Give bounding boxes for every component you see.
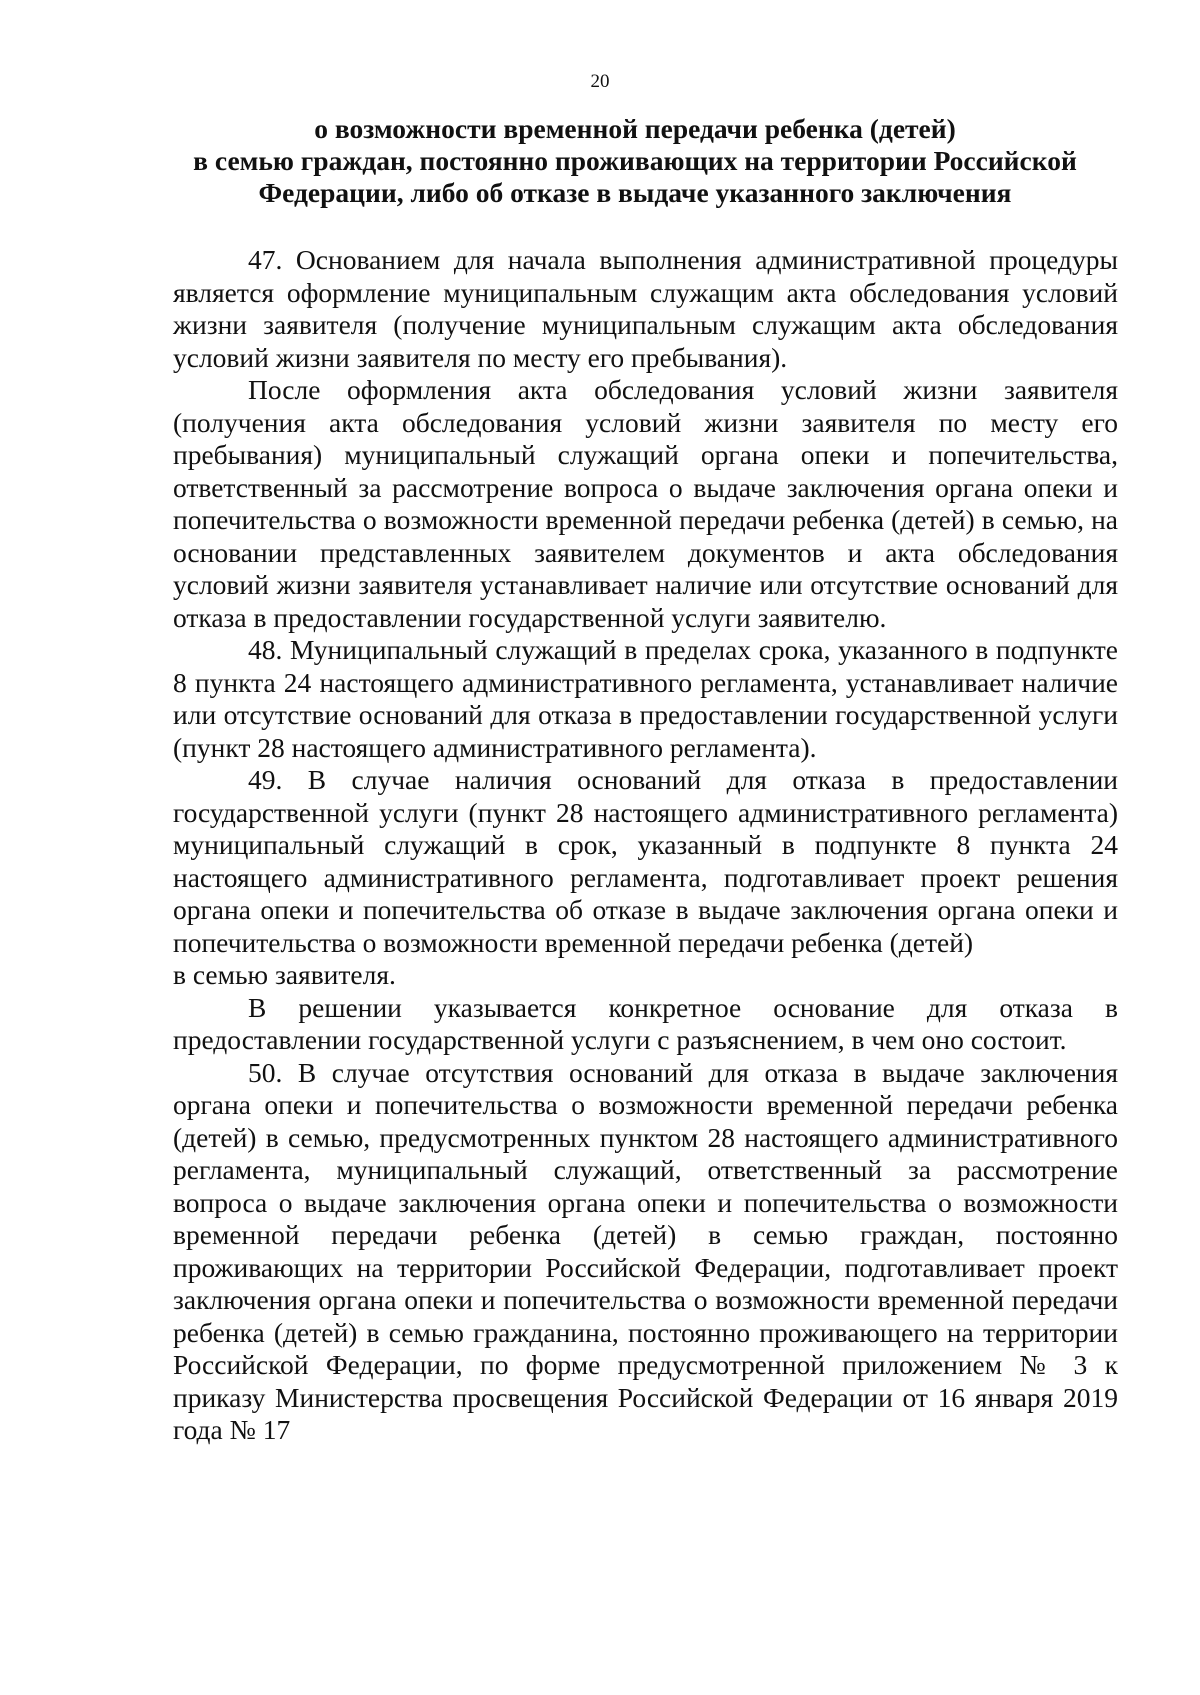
document-body [173, 244, 1118, 1447]
heading-line: в семью граждан, постоянно проживающих на территории Российской [193, 145, 1077, 176]
paragraph-47: 47. Основанием для начала выполнения административной процедуры является оформление муниципальным служащим акта обследования условий жизни заявителя (получение муниципальным служащим акта обследования условий жизни заявителя по месту его пребывания). [173, 244, 1118, 373]
paragraph-49: 49. В случае наличия оснований для отказа в предоставлении государственной услуги (пункт 28 настоящего административного регламента) муниципальный служащий в срок, указанный в подпункте 8 пункта 24 настоящего административного регламента, подготавливает проект решения органа опеки и попечительства об отказе в выдаче заключения органа опеки и попечительства о возможности временной передачи ребенка (детей) [173, 764, 1118, 958]
paragraph-48: 48. Муниципальный служащий в пределах срока, указанного в подпункте 8 пункта 24 настоящего административного регламента, устанавливает наличие или отсутствие оснований для отказа в предоставлении государственной услуги (пункт 28 настоящего административного регламента). [173, 634, 1118, 763]
heading-line: Федерации, либо об отказе в выдаче указанного заключения [258, 177, 1012, 208]
paragraph-47-continuation: После оформления акта обследования условий жизни заявителя (получения акта обследования условий жизни заявителя по месту его пребывания) муниципальный служащий органа опеки и попечительства, ответственный за рассмотрение вопроса о выдаче заключения органа опеки и попечительства о возможности временной передачи ребенка (детей) в семью, на основании представленных заявителем документов и акта обследования условий жизни заявителя устанавливает наличие или отсутствие оснований для отказа в предоставлении государственной услуги заявителю. [173, 374, 1118, 633]
heading-line: о возможности временной передачи ребенка (детей) [314, 113, 956, 144]
paragraph-50: 50. В случае отсутствия оснований для отказа в выдаче заключения органа опеки и попечительства о возможности временной передачи ребенка (детей) в семью, предусмотренных пунктом 28 настоящего административного регламента, муниципальный служащий, ответственный за рассмотрение вопроса о выдаче заключения органа опеки и попечительства о возможности временной передачи ребенка (детей) в семью граждан, постоянно проживающих на территории Российской Федерации, подготавливает проект заключения органа опеки и попечительства о возможности временной передачи ребенка (детей) в семью гражданина, постоянно проживающего на территории Российской Федерации, по форме предусмотренной приложением № 3 к приказу Министерства просвещения Российской Федерации от 16 января 2019 года № 17 [173, 1056, 1118, 1445]
paragraph-decision: В решении указывается конкретное основание для отказа в предоставлении государственной услуги с разъяснением, в чем оно состоит. [173, 991, 1118, 1055]
section-heading [172, 113, 1098, 209]
page-number: 20 [590, 71, 610, 92]
paragraph-49-tail: в семью заявителя. [173, 959, 396, 990]
